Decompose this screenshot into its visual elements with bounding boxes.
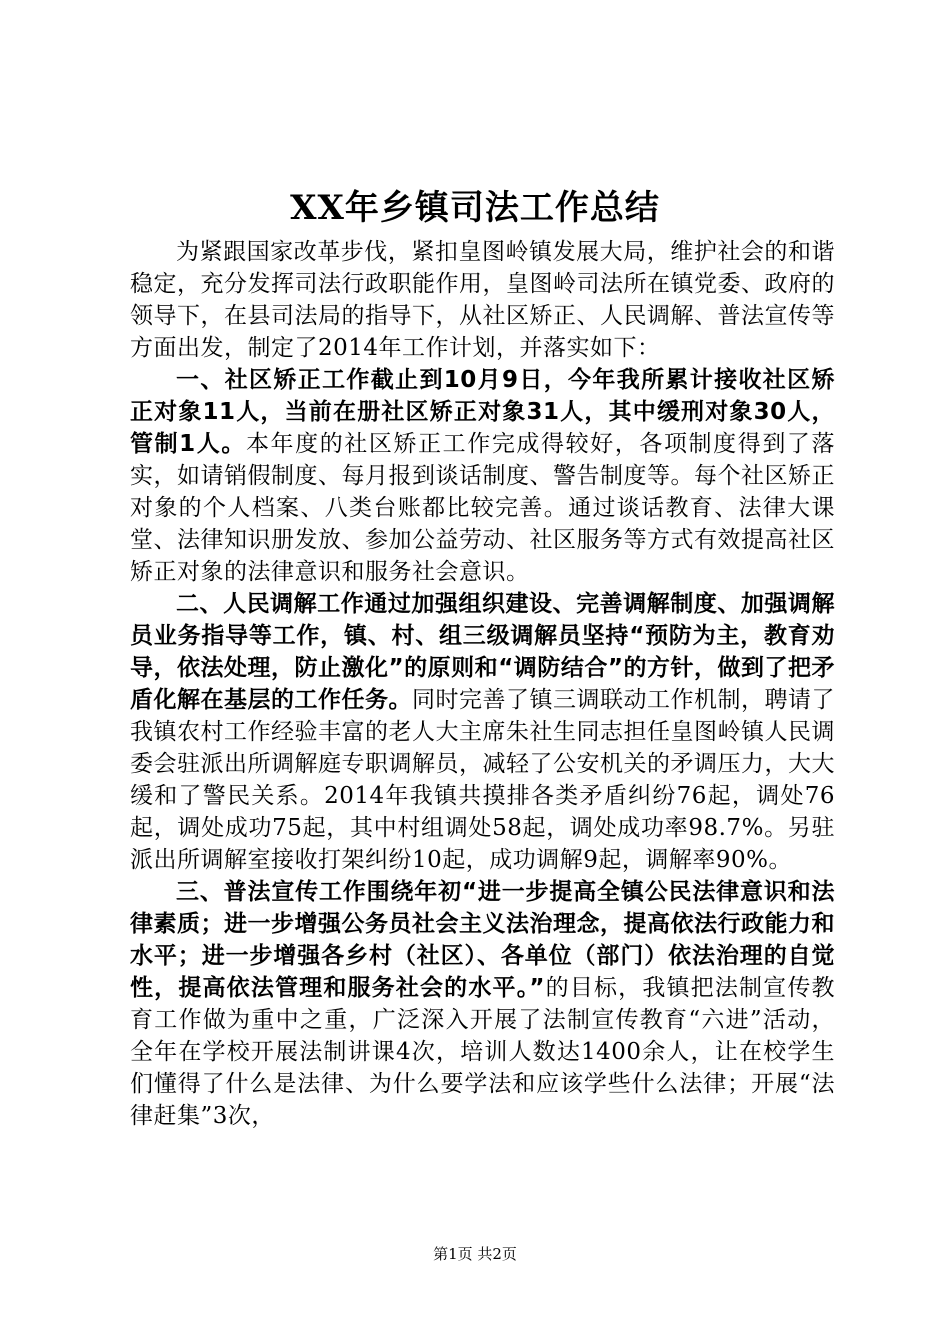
section-people-mediation [130, 588, 835, 876]
section-lead: 三、普法宣传工作围绕年初“进一步提高全镇公民法律意识和法律素质；进一步增强公务员社会主义法治理念，提高依法行政能力和水平；进一步增强各乡村（社区）、各单位（部门）依法治理的自觉性，提高依法管理和服务社会的水平。” [130, 879, 835, 1001]
section-community-correction [130, 364, 835, 588]
page-number-footer: 第1页 共2页 [433, 1245, 517, 1263]
intro-paragraph: 为紧跟国家改革步伐，紧扣皇图岭镇发展大局，维护社会的和谐稳定，充分发挥司法行政职能作用，皇图岭司法所在镇党委、政府的领导下，在县司法局的指导下，从社区矫正、人民调解、普法宣传等方面出发，制定了2014年工作计划，并落实如下： [130, 239, 835, 361]
section-law-publicity [130, 876, 835, 1132]
document-body [130, 236, 835, 1132]
section-body: 同时完善了镇三调联动工作机制，聘请了我镇农村工作经验丰富的老人大主席朱社生同志担任皇图岭镇人民调委会驻派出所调解庭专职调解员，减轻了公安机关的矛调压力，大大缓和了警民关系。2014年我镇共摸排各类矛盾纠纷76起，调处76起，调处成功75起，其中村组调处58起，调处成功率98.7%。另驻派出所调解室接收打架纠纷10起，成功调解9起，调解率90%。 [130, 687, 835, 873]
section-lead: 一、社区矫正工作截止到10月9日，今年我所累计接收社区矫正对象11人，当前在册社区矫正对象31人，其中缓刑对象30人，管制1人。 [130, 367, 835, 457]
section-body: 的目标，我镇把法制宣传教育工作做为重中之重，广泛深入开展了法制宣传教育“六进”活动，全年在学校开展法制讲课4次，培训人数达1400余人，让在校学生们懂得了什么是法律、为什么要学法和应该学些什么法律；开展“法律赶集”3次， [130, 975, 836, 1129]
section-lead: 二、人民调解工作通过加强组织建设、完善调解制度、加强调解员业务指导等工作，镇、村、组三级调解员坚持“预防为主，教育劝导，依法处理，防止激化”的原则和“调防结合”的方针，做到了把矛盾化解在基层的工作任务。 [130, 591, 835, 713]
section-body: 本年度的社区矫正工作完成得较好，各项制度得到了落实，如请销假制度、每月报到谈话制度、警告制度等。每个社区矫正对象的个人档案、八类台账都比较完善。通过谈话教育、法律大课堂、法律知识册发放、参加公益劳动、社区服务等方式有效提高社区矫正对象的法律意识和服务社会意识。 [130, 431, 835, 585]
document-title: XX年乡镇司法工作总结 [290, 188, 660, 228]
